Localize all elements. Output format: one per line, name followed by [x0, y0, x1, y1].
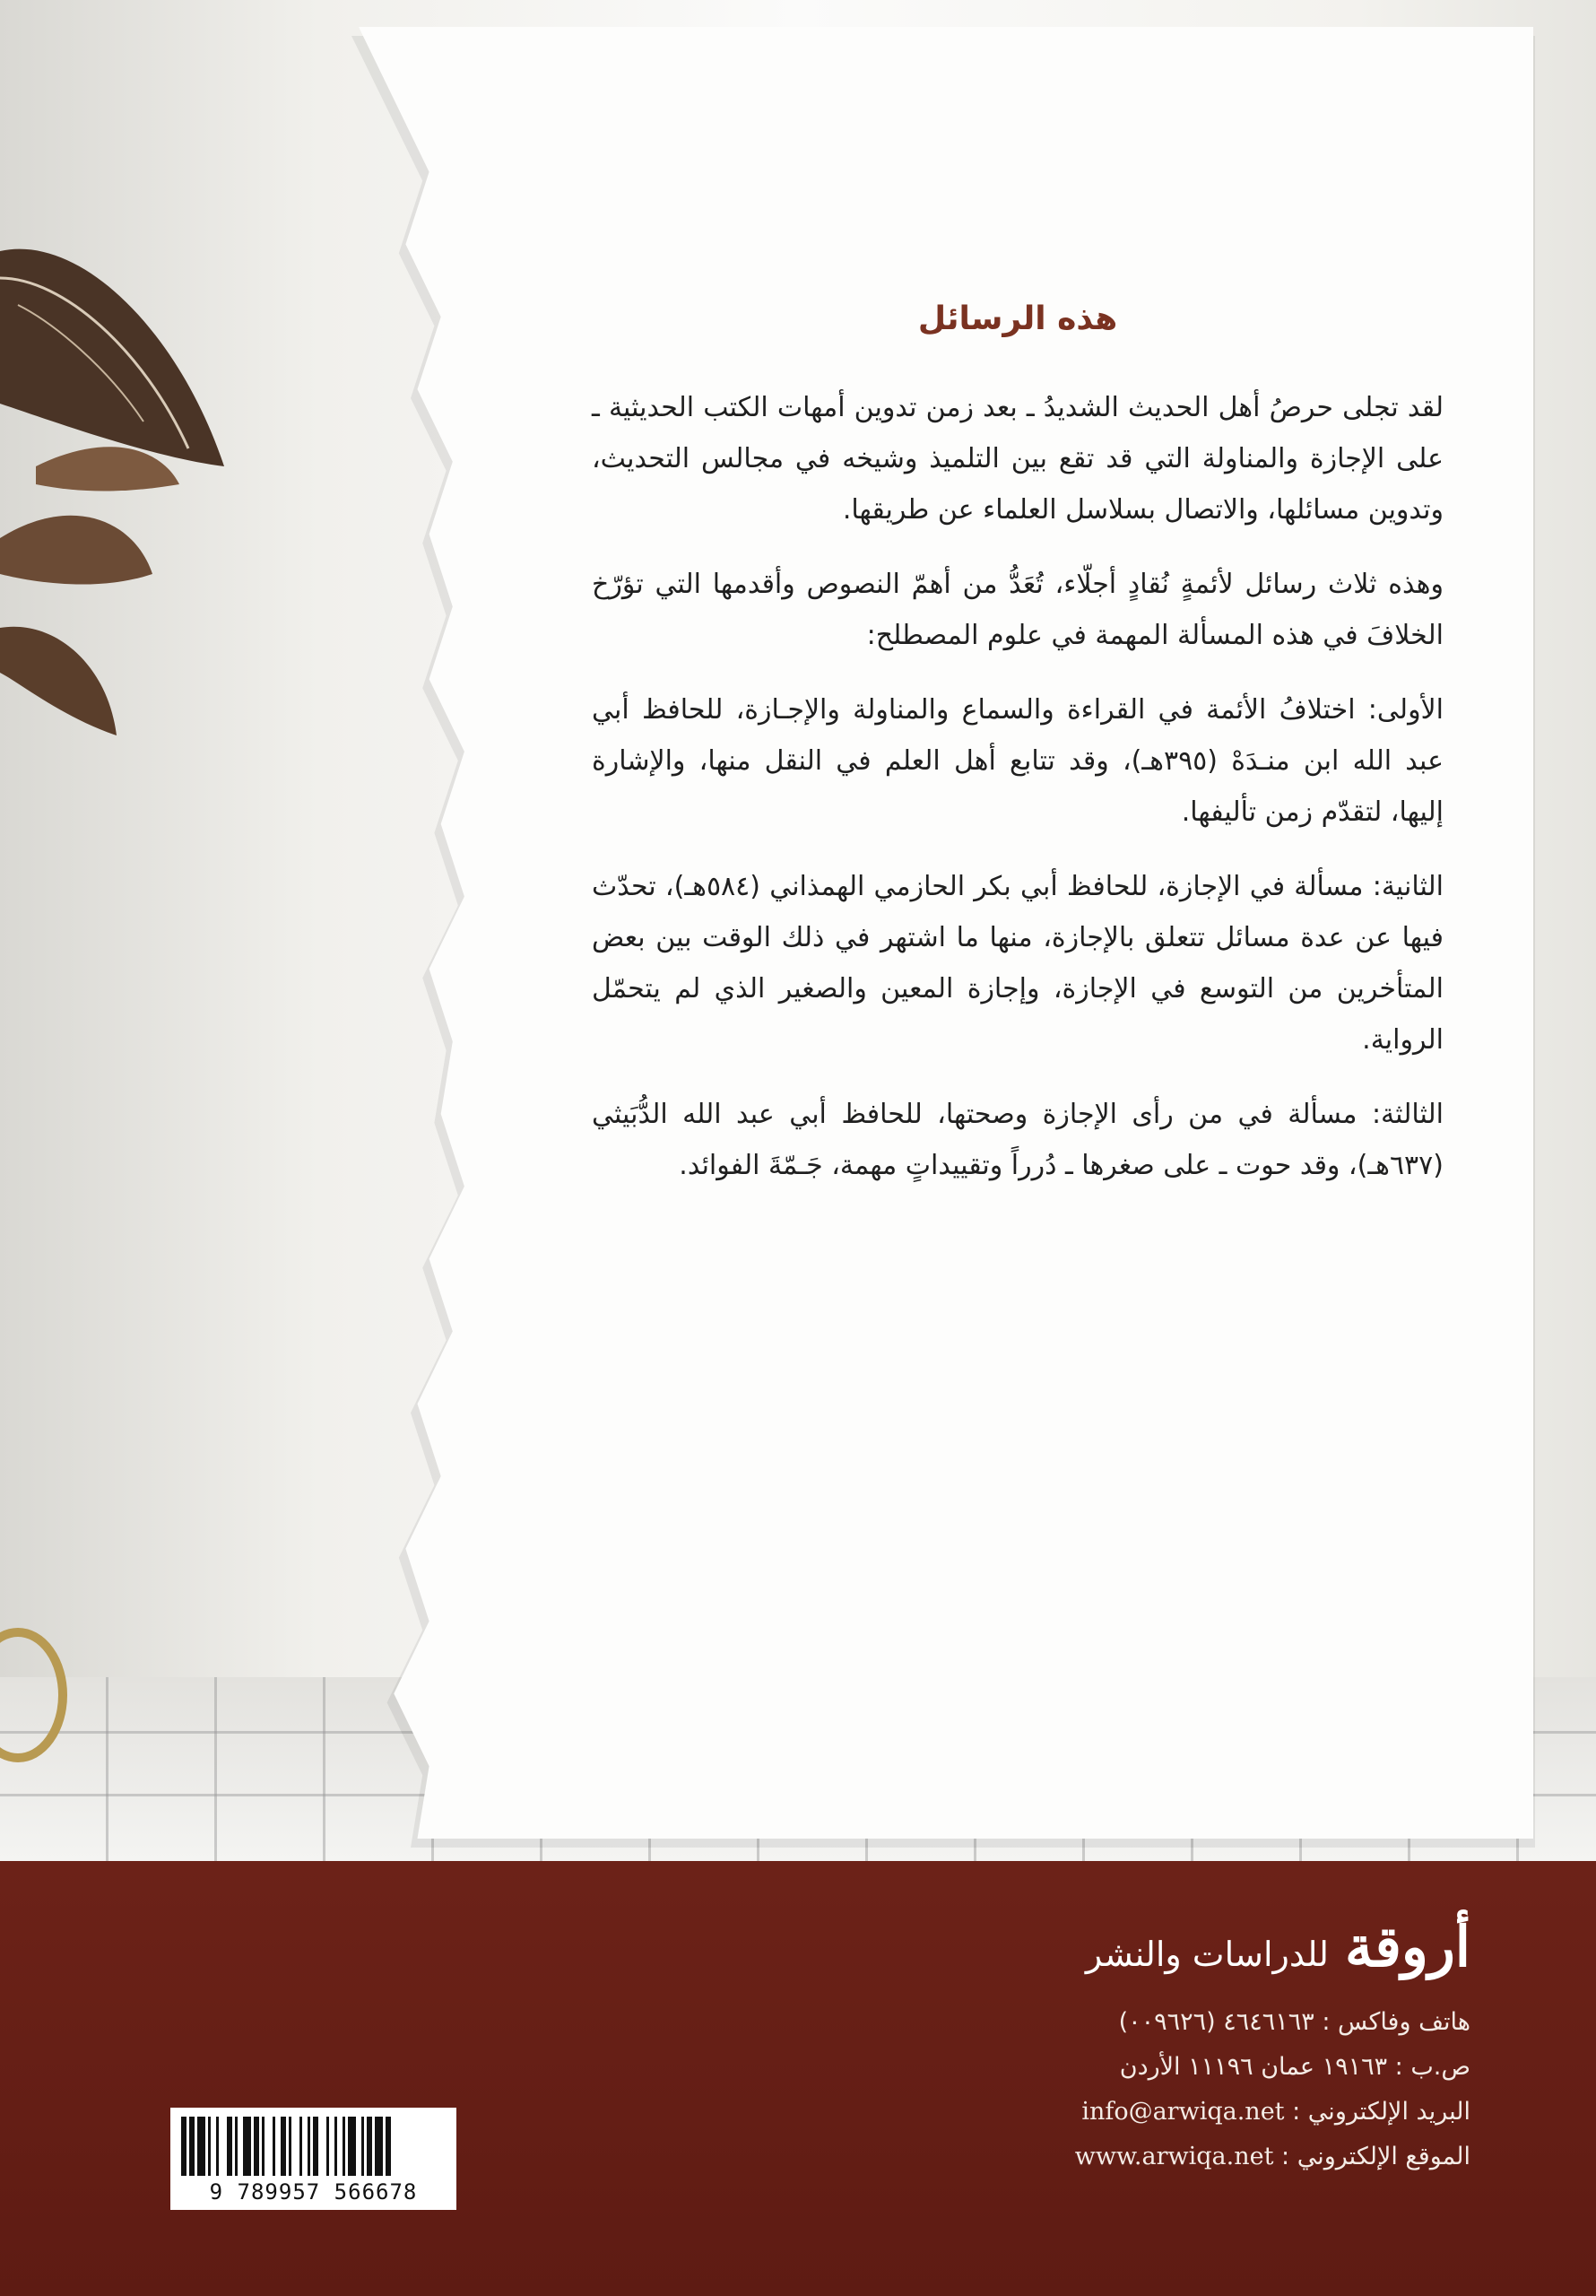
barcode-bars: [181, 2117, 446, 2176]
email-value[interactable]: info@arwiqa.net: [1081, 2098, 1285, 2126]
website-value[interactable]: www.arwiqa.net: [1074, 2143, 1274, 2170]
barcode-bar: [375, 2117, 383, 2176]
barcode-bar: [262, 2117, 265, 2176]
barcode-bar: [299, 2117, 302, 2176]
isbn-number: 9 789957 566678: [209, 2179, 418, 2205]
blurb-paragraph: الأولى: اختلافُ الأئمة في القراءة والسماع والمناولة والإجـازة، للحافظ أبي عبد الله ابن منـدَهْ (٣٩٥هـ)، وقد تتابع أهل العلم في النقل منها، والإشارة إليها، لتقدّم زمن تأليفها.: [592, 694, 1444, 828]
publisher-email: [968, 2090, 1470, 2135]
barcode-bar: [216, 2117, 219, 2176]
publisher-logo-mark: أروقة: [1345, 1914, 1470, 1979]
barcode-bar: [289, 2117, 291, 2176]
barcode-bar: [326, 2117, 329, 2176]
barcode-bar: [367, 2117, 372, 2176]
barcode-bar: [273, 2117, 275, 2176]
barcode-bar: [281, 2117, 286, 2176]
blurb-heading: هذه الرسائل: [917, 300, 1118, 337]
blurb-paragraph: لقد تجلى حرصُ أهل الحديث الشديدُ ـ بعد زمن تدوين أمهات الكتب الحديثية ـ على الإجازة والمناولة التي قد تقع بين التلميذ وشيخه في مجالس التحديث، وتدوين مسائلها، والاتصال بسلاسل العلماء عن طريقها.: [592, 392, 1444, 526]
blurb-paragraph: الثالثة: مسألة في من رأى الإجازة وصحتها، للحافظ أبي عبد الله الدُّبَيثي (٦٣٧هـ)، وقد حوت ـ على صغرها ـ دُرراً وتقييداتٍ مهمة، جَـمّةَ الفوائد.: [592, 1099, 1444, 1181]
barcode-bar: [386, 2117, 391, 2176]
phone-label: هاتف وفاكس :: [1322, 2008, 1470, 2036]
barcode-bar: [343, 2117, 345, 2176]
barcode-bar: [313, 2117, 318, 2176]
blurb-text: [592, 300, 1444, 1214]
publisher-phone: [968, 2000, 1470, 2045]
publisher-info: [968, 1914, 1470, 2179]
publisher-pobox: ص.ب : ١٩١٦٣ عمان ١١١٩٦ الأردن: [1119, 2053, 1470, 2081]
isbn-barcode: [170, 2108, 456, 2210]
decorative-ring-illustration: [0, 1614, 108, 1776]
barcode-bar: [254, 2117, 259, 2176]
website-label: الموقع الإلكتروني :: [1281, 2143, 1470, 2170]
barcode-bar: [348, 2117, 356, 2176]
barcode-bar: [243, 2117, 251, 2176]
blurb-paragraph: وهذه ثلاث رسائل لأئمةٍ نُقادٍ أجلّاء، تُعَدُّ من أهمّ النصوص وأقدمها التي تؤرّخ الخلافَ في هذه المسألة المهمة في علوم المصطلح:: [592, 569, 1444, 651]
barcode-bar: [197, 2117, 205, 2176]
publisher-website: [968, 2135, 1470, 2179]
decorative-leaves-illustration: [0, 197, 233, 825]
publisher-logo-subtitle: للدراسات والنشر: [1085, 1935, 1330, 1974]
barcode-bar: [308, 2117, 310, 2176]
blurb-paragraph: الثانية: مسألة في الإجازة، للحافظ أبي بكر الحازمي الهمذاني (٥٨٤هـ)، تحدّث فيها عن عدة مسائل تتعلق بالإجازة، منها ما اشتهر في ذلك الوقت بين بعض المتأخرين من التوسع في الإجازة، وإجازة المعين والصغير الذي لم يتحمّل الرواية.: [592, 871, 1444, 1056]
phone-value: ٤٦٤٦١٦٣ (٠٠٩٦٢٦): [1118, 2008, 1314, 2036]
barcode-bar: [334, 2117, 337, 2176]
barcode-bar: [235, 2117, 238, 2176]
barcode-bar: [208, 2117, 211, 2176]
barcode-bar: [189, 2117, 195, 2176]
publisher-logo: [968, 1914, 1470, 1979]
barcode-bar: [361, 2117, 364, 2176]
barcode-bar: [181, 2117, 186, 2176]
barcode-bar: [227, 2117, 232, 2176]
email-label: البريد الإلكتروني :: [1292, 2098, 1470, 2126]
